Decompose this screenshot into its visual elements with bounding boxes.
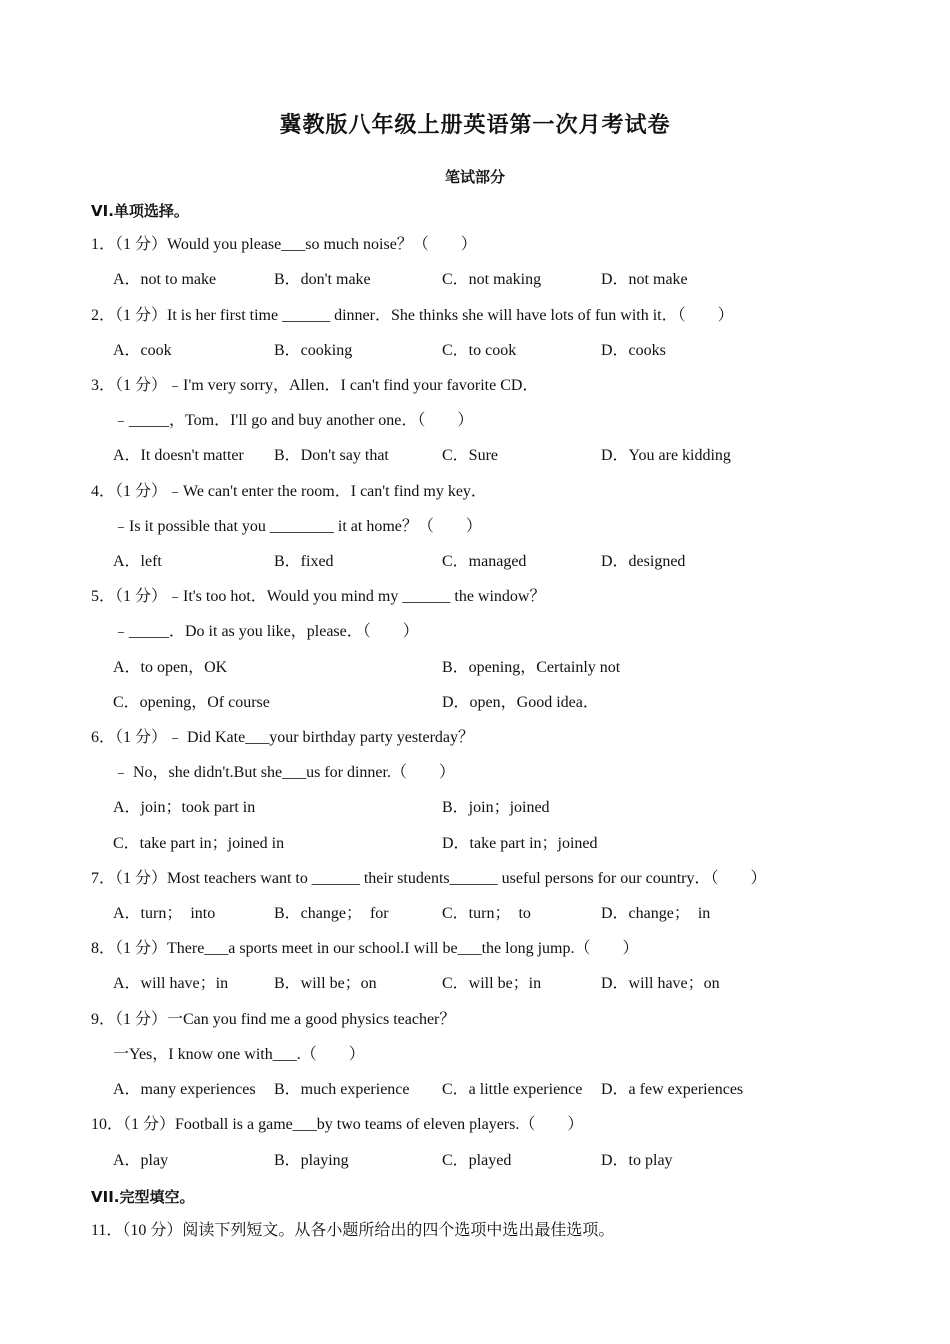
option-c: C．a little experience [442,1081,583,1098]
option-b: B．Don't say that [274,447,389,464]
option-b: B．join；joined [442,799,550,816]
question-8-stem: 8．（1 分）There___a sports meet in our school.I will be___the long jump.（ ） [91,940,639,957]
option-a: A．left [113,553,162,570]
option-b: B．cooking [274,342,353,359]
question-3-line2: ﹣_____，Tom．I'll go and buy another one．（ ） [113,412,474,429]
option-d: D．to play [601,1152,673,1169]
question-5-options-row2 [113,692,873,714]
option-d: D．a few experiences [601,1081,744,1098]
question-6-line2: ﹣ No，she didn't.But she___us for dinner.（ ） [113,764,455,781]
option-a: A．It doesn't matter [113,447,244,464]
option-c: C．managed [442,553,527,570]
question-7-options [113,903,873,925]
section-heading-6: VI.单项选择。 [91,202,189,220]
option-d: D．open，Good idea． [442,694,599,711]
option-a: A．many experiences [113,1081,256,1098]
question-2-options [113,340,873,362]
option-c: C．take part in；joined in [113,835,285,852]
question-2-stem: 2．（1 分）It is her first time ______ dinner．She thinks she will have lots of fun with it．（ ） [91,307,734,324]
question-4-stem: 4．（1 分）﹣We can't enter the room．I can't find my key． [91,483,487,500]
option-a: A．cook [113,342,172,359]
question-6-stem: 6．（1 分）﹣ Did Kate___your birthday party yesterday？ [91,729,475,746]
page-title: 冀教版八年级上册英语第一次月考试卷 [279,113,671,138]
question-1-stem: 1．（1 分）Would you please___so much noise？（ ） [91,236,477,253]
option-a: A．not to make [113,271,217,288]
option-a: A．turn； into [113,905,216,922]
option-b: B．don't make [274,271,371,288]
option-b: B．much experience [274,1081,410,1098]
question-8-options [113,973,873,995]
option-d: D．You are kidding [601,447,731,464]
question-4-options [113,551,873,573]
question-9-line2: 一Yes，I know one with___.（ ） [113,1046,365,1063]
option-b: B．fixed [274,553,334,570]
option-b: B．opening，Certainly not [442,659,621,676]
option-d: D．not make [601,271,688,288]
question-11-stem: 11．（10 分）阅读下列短文。从各小题所给出的四个选项中选出最佳选项。 [91,1222,615,1239]
question-10-options [113,1150,873,1172]
option-a: A．join；took part in [113,799,256,816]
question-9-options [113,1079,873,1101]
option-a: A．will have；in [113,975,229,992]
question-9-stem: 9．（1 分）一Can you find me a good physics teacher？ [91,1011,456,1028]
option-c: C．to cook [442,342,517,359]
option-d: D．will have；on [601,975,720,992]
option-a: A．to open，OK [113,659,228,676]
option-c: C．played [442,1152,512,1169]
option-d: D．designed [601,553,686,570]
option-b: B．playing [274,1152,349,1169]
option-c: C．not making [442,271,542,288]
section-heading-7: VII.完型填空。 [91,1188,195,1206]
question-5-options-row1 [113,657,873,679]
question-3-stem: 3．（1 分）﹣I'm very sorry，Allen．I can't find your favorite CD． [91,377,539,394]
question-5-line2: ﹣_____．Do it as you like，please．（ ） [113,623,419,640]
option-b: B．change； for [274,905,389,922]
option-d: D．cooks [601,342,666,359]
option-d: D．take part in；joined [442,835,598,852]
option-c: C．will be；in [442,975,542,992]
question-7-stem: 7．（1 分）Most teachers want to ______ their students______ useful persons for our country．（ ） [91,870,767,887]
question-5-stem: 5．（1 分）﹣It's too hot．Would you mind my ______ the window？ [91,588,546,605]
option-b: B．will be；on [274,975,377,992]
question-3-options [113,445,873,467]
option-a: A．play [113,1152,169,1169]
question-10-stem: 10．（1 分）Football is a game___by two teams of eleven players.（ ） [91,1116,584,1133]
option-c: C．Sure [442,447,499,464]
question-4-line2: ﹣Is it possible that you ________ it at home？（ ） [113,518,482,535]
option-c: C．opening，Of course [113,694,270,711]
option-c: C．turn； to [442,905,531,922]
question-6-options-row2 [113,833,873,855]
page-subtitle: 笔试部分 [444,168,505,186]
question-1-options [113,269,873,291]
option-d: D．change； in [601,905,711,922]
question-6-options-row1 [113,797,873,819]
